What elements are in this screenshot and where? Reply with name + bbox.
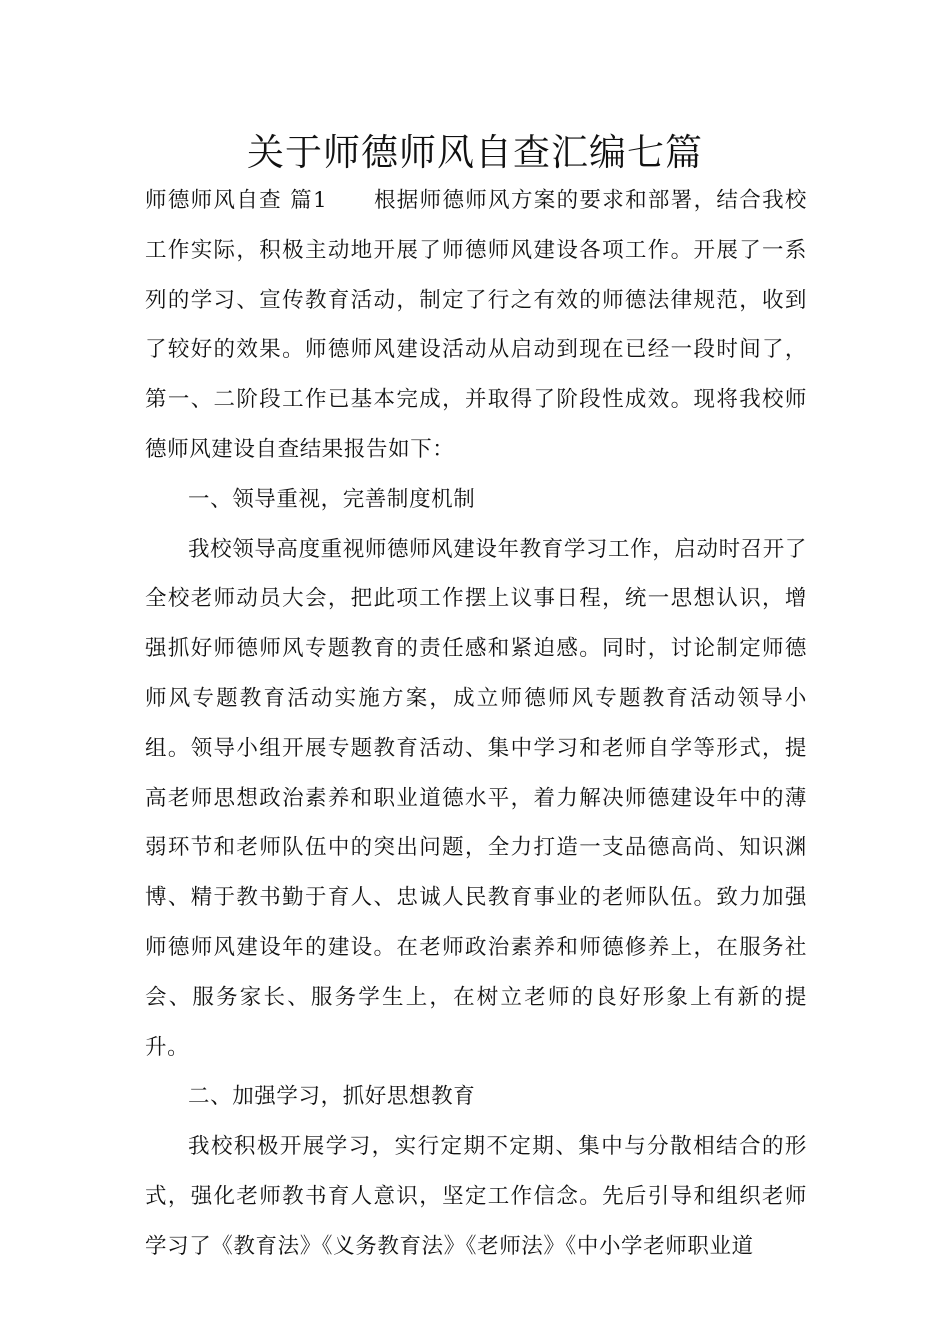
heading-one: 一、领导重视，完善制度机制 — [188, 486, 476, 512]
intro-paragraph — [145, 176, 807, 475]
document-body — [145, 176, 807, 1272]
paragraph-leadership: 我校领导高度重视师德师风建设年教育学习工作，启动时召开了全校老师动员大会，把此项工作摆上议事日程，统一思想认识，增强抓好师德师风专题教育的责任感和紧迫感。同时，讨论制定师德师风专题教育活动实施方案，成立师德师风专题教育活动领导小组。领导小组开展专题教育活动、集中学习和老师自学等形式，提高老师思想政治素养和职业道德水平，着力解决师德建设年中的薄弱环节和老师队伍中的突出问题，全力打造一支品德高尚、知识渊博、精于教书勤于育人、忠诚人民教育事业的老师队伍。致力加强师德师风建设年的建设。在老师政治素养和师德修养上，在服务社会、服务家长、服务学生上，在树立老师的良好形象上有新的提升。 — [145, 536, 807, 1060]
heading-two: 二、加强学习，抓好思想教育 — [188, 1084, 476, 1110]
document-title: 关于师德师风自查汇编七篇 — [247, 131, 703, 174]
section-label: 师德师风自查 篇1 — [145, 188, 328, 213]
intro-text: 根据师德师风方案的要求和部署，结合我校工作实际，积极主动地开展了师德师风建设各项工作。开展了一系列的学习、宣传教育活动，制定了行之有效的师德法律规范，收到了较好的效果。师德师风建设活动从启动到现在已经一段时间了，第一、二阶段工作已基本完成，并取得了阶段性成效。现将我校师德师风建设自查结果报告如下： — [145, 188, 807, 462]
paragraph-study: 我校积极开展学习，实行定期不定期、集中与分散相结合的形式，强化老师教书育人意识，坚定工作信念。先后引导和组织老师学习了《教育法》《义务教育法》《老师法》《中小学老师职业道 — [145, 1134, 807, 1259]
